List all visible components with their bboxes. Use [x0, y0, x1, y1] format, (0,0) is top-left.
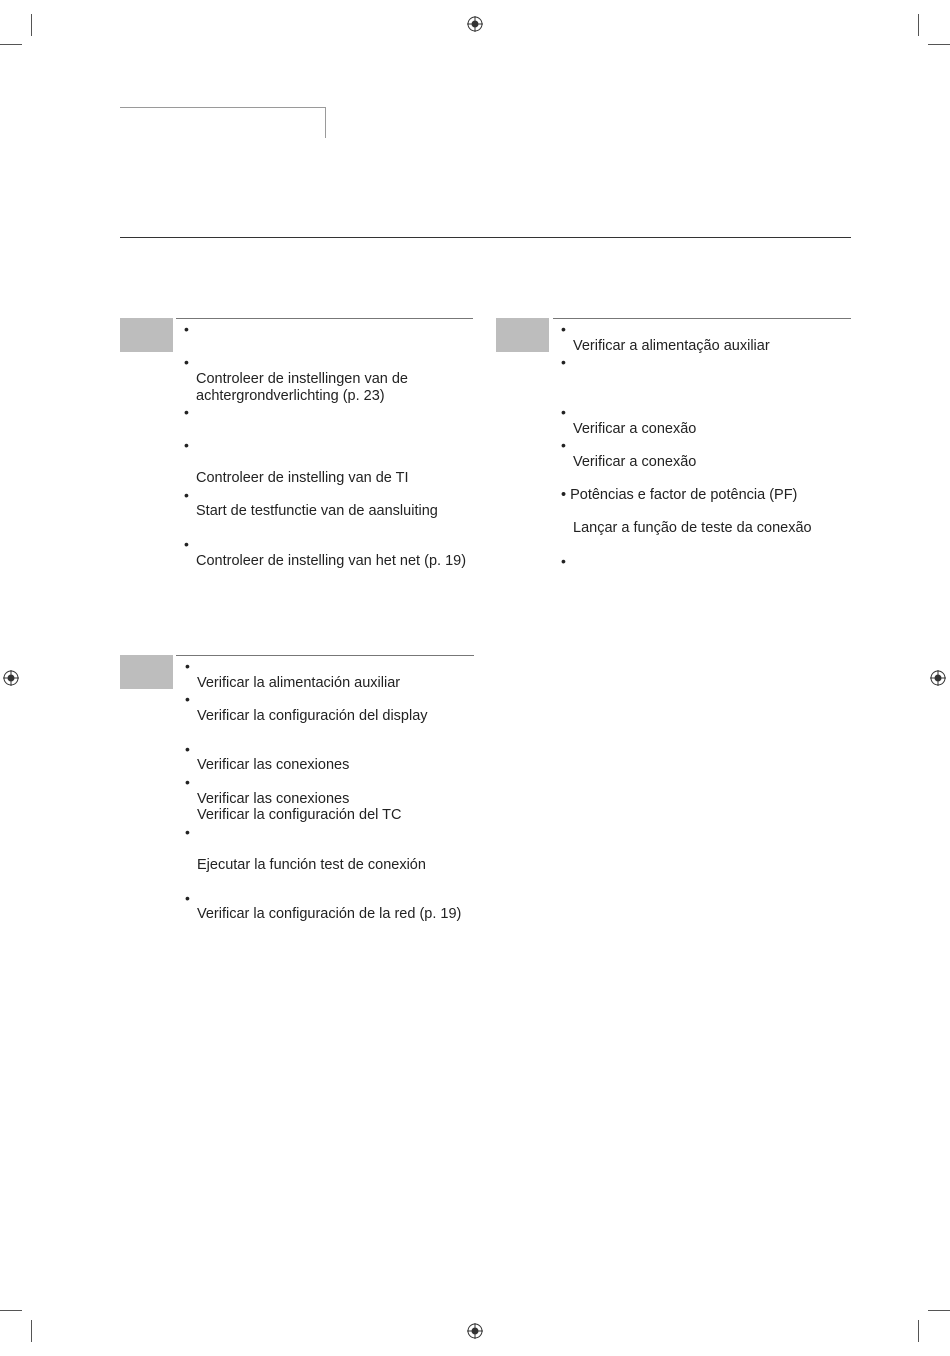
bullet: •: [185, 774, 190, 790]
instruction-line: Controleer de instelling van de TI: [196, 470, 409, 486]
instruction-line: Start de testfunctie van de aansluiting: [196, 503, 438, 519]
instruction-line: • Potências e factor de potência (PF): [561, 487, 798, 503]
instruction-line: Verificar a conexão: [573, 421, 697, 437]
bullet: •: [561, 354, 566, 370]
registration-mark-icon: [3, 670, 19, 686]
crop-mark: [31, 14, 32, 36]
section-marker: [120, 318, 173, 352]
bullet: •: [184, 404, 189, 420]
section-divider: [553, 318, 851, 319]
instruction-line: Verificar la configuración del display: [197, 708, 428, 724]
bullet: •: [184, 437, 189, 453]
crop-mark: [0, 44, 22, 45]
instruction-line: Verificar las conexiones: [197, 791, 350, 807]
bullet: •: [184, 487, 189, 503]
instruction-line: Verificar a conexão: [573, 454, 697, 470]
crop-mark: [918, 1320, 919, 1342]
instruction-line: Ejecutar la función test de conexión: [197, 857, 426, 873]
bullet: •: [185, 658, 190, 674]
section-marker: [120, 655, 173, 689]
bullet: •: [185, 741, 190, 757]
crop-mark: [918, 14, 919, 36]
crop-mark: [0, 1310, 22, 1311]
instruction-line: Lançar a função de teste da conexão: [573, 520, 812, 536]
bullet: •: [561, 321, 566, 337]
bullet: •: [561, 404, 566, 420]
registration-mark-icon: [467, 1323, 483, 1339]
bullet: •: [561, 553, 566, 569]
crop-mark: [31, 1320, 32, 1342]
instruction-line: Verificar la configuración del TC: [197, 807, 402, 823]
section-marker: [496, 318, 549, 352]
instruction-line: Verificar la configuración de la red (p. 19): [197, 906, 462, 922]
bullet: •: [561, 437, 566, 453]
instruction-line: achtergrondverlichting (p. 23): [196, 388, 385, 404]
bullet: •: [185, 890, 190, 906]
instruction-line: Verificar la alimentación auxiliar: [197, 675, 401, 691]
bullet: •: [185, 691, 190, 707]
registration-mark-icon: [467, 16, 483, 32]
registration-mark-icon: [930, 670, 946, 686]
instruction-line: Verificar las conexiones: [197, 757, 350, 773]
bullet: •: [185, 824, 190, 840]
header-rule: [120, 237, 851, 238]
bullet: •: [184, 536, 189, 552]
instruction-line: Controleer de instelling van het net (p. 19): [196, 553, 467, 569]
instruction-line: Controleer de instellingen van de: [196, 371, 408, 387]
section-divider: [176, 655, 474, 656]
bullet: •: [184, 321, 189, 337]
header-tab-outline: [120, 107, 325, 108]
bullet: •: [184, 354, 189, 370]
crop-mark: [928, 1310, 950, 1311]
instruction-line: Verificar a alimentação auxiliar: [573, 338, 770, 354]
crop-mark: [928, 44, 950, 45]
section-divider: [176, 318, 473, 319]
header-tab-outline: [325, 107, 326, 138]
